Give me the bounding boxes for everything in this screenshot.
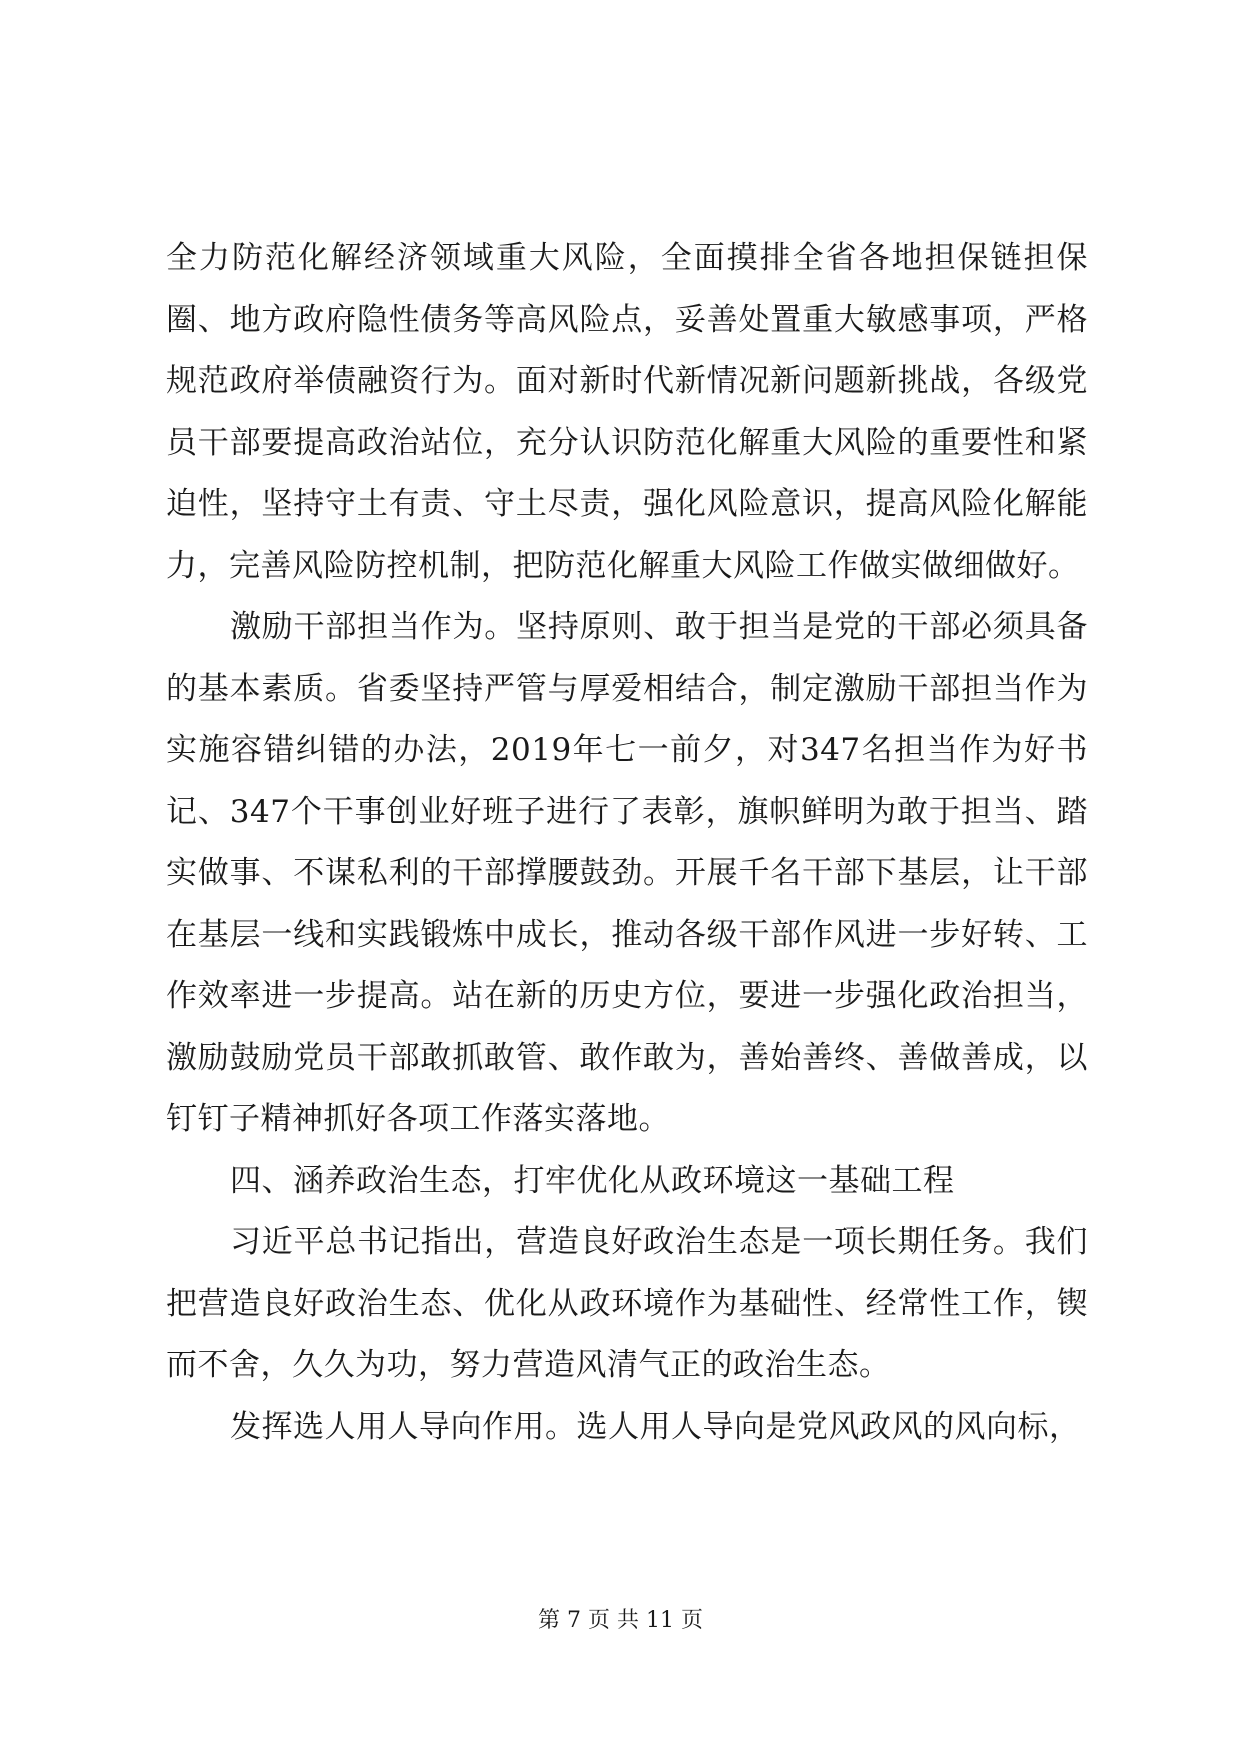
document-body bbox=[166, 228, 1088, 1458]
paragraph-selection-guidance: 发挥选人用人导向作用。选人用人导向是党风政风的风向标， bbox=[230, 1408, 1081, 1445]
paragraph-political-ecology-intro: 习近平总书记指出，营造良好政治生态是一项长期任务。我们把营造良好政治生态、优化从政环境作为基础性、经常性工作，锲而不舍，久久为功，努力营造风清气正的政治生态。 bbox=[166, 1224, 1088, 1383]
paragraph-risk-continuation: 全力防范化解经济领域重大风险，全面摸排全省各地担保链担保圈、地方政府隐性债务等高风险点，妥善处置重大敏感事项，严格规范政府举债融资行为。面对新时代新情况新问题新挑战，各级党员干部要提高政治站位，充分认识防范化解重大风险的重要性和紧迫性，坚持守土有责、守土尽责，强化风险意识，提高风险化解能力，完善风险防控机制，把防范化解重大风险工作做实做细做好。 bbox=[166, 240, 1088, 584]
paragraph-encourage-cadres: 激励干部担当作为。坚持原则、敢于担当是党的干部必须具备的基本素质。省委坚持严管与厚爱相结合，制定激励干部担当作为实施容错纠错的办法，2019年七一前夕，对347名担当作为好书记、347个干事创业好班子进行了表彰，旗帜鲜明为敢于担当、踏实做事、不谋私利的干部撑腰鼓劲。开展千名干部下基层，让干部在基层一线和实践锻炼中成长，推动各级干部作风进一步好转、工作效率进一步提高。站在新的历史方位，要进一步强化政治担当，激励鼓励党员干部敢抓敢管、敢作敢为，善始善终、善做善成，以钉钉子精神抓好各项工作落实落地。 bbox=[166, 609, 1088, 1137]
page-number-footer: 第 7 页 共 11 页 bbox=[538, 1608, 703, 1633]
section-heading-political-ecology: 四、涵养政治生态，打牢优化从政环境这一基础工程 bbox=[230, 1162, 955, 1199]
